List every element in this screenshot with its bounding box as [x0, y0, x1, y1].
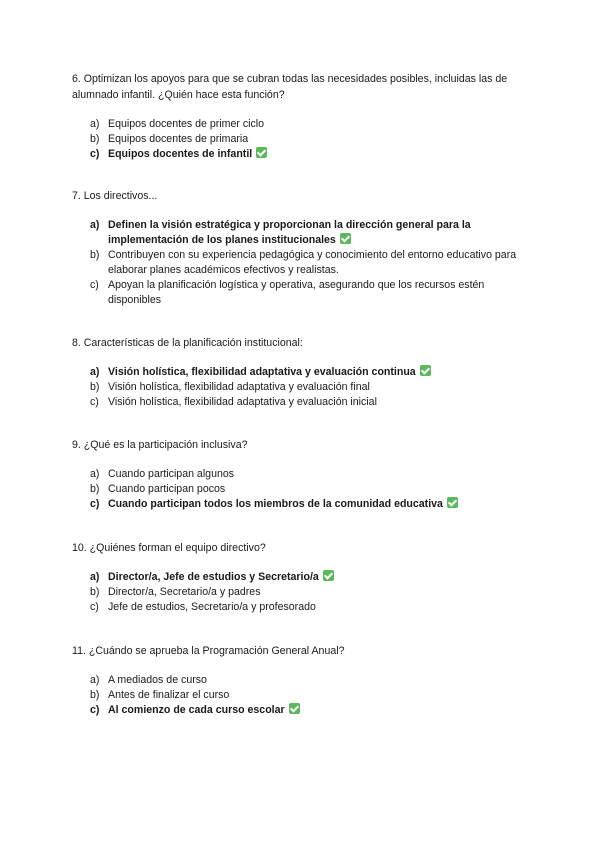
option-text: Visión holística, flexibilidad adaptativa y evaluación inicial	[108, 396, 377, 408]
question-7	[72, 188, 528, 308]
option-c	[72, 395, 528, 410]
question-text: 8. Características de la planificación institucional:	[72, 337, 303, 349]
check-mark-icon	[289, 703, 300, 714]
option-letter: b)	[90, 133, 100, 145]
option-text: Al comienzo de cada curso escolar	[108, 704, 285, 716]
check-mark-icon	[420, 365, 431, 376]
option-letter: a)	[90, 571, 100, 583]
option-letter: a)	[90, 674, 100, 686]
option-text: Contribuyen con su experiencia pedagógica y conocimiento del entorno educativo para elaborar planes académicos efectivos y realistas.	[108, 249, 517, 276]
option-text: A mediados de curso	[108, 674, 207, 686]
option-letter: c)	[90, 148, 100, 160]
option-text: Visión holística, flexibilidad adaptativa y evaluación continua	[108, 366, 416, 378]
option-text: Antes de finalizar el curso	[108, 689, 230, 701]
option-text: Cuando participan todos los miembros de la comunidad educativa	[108, 498, 443, 510]
option-text: Definen la visión estratégica y proporcionan la dirección general para la implementación de los planes institucionales	[108, 219, 471, 246]
option-text: Equipos docentes de primaria	[108, 133, 249, 145]
option-c	[72, 600, 528, 615]
options-list	[72, 218, 528, 308]
option-text: Director/a, Secretario/a y padres	[108, 586, 261, 598]
option-letter: b)	[90, 381, 100, 393]
option-letter: a)	[90, 366, 100, 378]
question-11	[72, 643, 528, 718]
check-mark-icon	[447, 497, 458, 508]
option-a	[72, 673, 528, 688]
question-text: 9. ¿Qué es la participación inclusiva?	[72, 439, 248, 451]
question-text: 6. Optimizan los apoyos para que se cubran todas las necesidades posibles, incluidas las de alumnado infantil. ¿Quién hace esta función?	[72, 73, 508, 101]
option-text: Apoyan la planificación logística y operativa, asegurando que los recursos estén disponibles	[108, 279, 485, 306]
option-letter: b)	[90, 483, 100, 495]
option-b	[72, 482, 528, 497]
option-letter: a)	[90, 118, 100, 130]
option-letter: c)	[90, 704, 100, 716]
check-mark-icon	[256, 147, 267, 158]
option-letter: a)	[90, 468, 100, 480]
option-letter: c)	[90, 498, 100, 510]
option-text: Jefe de estudios, Secretario/a y profesorado	[108, 601, 316, 613]
options-list	[72, 673, 528, 718]
option-letter: b)	[90, 689, 100, 701]
option-letter: a)	[90, 219, 100, 231]
option-letter: b)	[90, 249, 100, 261]
option-text: Equipos docentes de infantil	[108, 148, 253, 160]
check-mark-icon	[323, 570, 334, 581]
question-10	[72, 540, 528, 615]
option-a	[72, 467, 528, 482]
option-a-correct	[72, 570, 528, 585]
option-a-correct	[72, 218, 528, 248]
option-text: Cuando participan pocos	[108, 483, 226, 495]
options-list	[72, 365, 528, 410]
question-8	[72, 335, 528, 410]
question-text: 11. ¿Cuándo se aprueba la Programación General Anual?	[72, 645, 345, 657]
option-letter: c)	[90, 601, 99, 613]
question-9	[72, 437, 528, 512]
option-b	[72, 248, 528, 278]
option-a	[72, 117, 528, 132]
options-list	[72, 570, 528, 615]
option-text: Cuando participan algunos	[108, 468, 235, 480]
question-text: 7. Los directivos...	[72, 190, 158, 202]
option-text: Visión holística, flexibilidad adaptativa y evaluación final	[108, 381, 370, 393]
option-c-correct	[72, 703, 528, 718]
option-c	[72, 278, 528, 308]
option-letter: c)	[90, 396, 99, 408]
option-a-correct	[72, 365, 528, 380]
option-text: Director/a, Jefe de estudios y Secretario/a	[108, 571, 319, 583]
option-c-correct	[72, 497, 528, 512]
option-b	[72, 380, 528, 395]
option-letter: b)	[90, 586, 100, 598]
question-text: 10. ¿Quiénes forman el equipo directivo?	[72, 542, 266, 554]
option-text: Equipos docentes de primer ciclo	[108, 118, 265, 130]
option-c-correct	[72, 147, 528, 162]
question-6	[72, 71, 528, 162]
options-list	[72, 117, 528, 162]
option-b	[72, 132, 528, 147]
options-list	[72, 467, 528, 512]
option-b	[72, 688, 528, 703]
check-mark-icon	[340, 233, 351, 244]
option-b	[72, 585, 528, 600]
option-letter: c)	[90, 279, 99, 291]
